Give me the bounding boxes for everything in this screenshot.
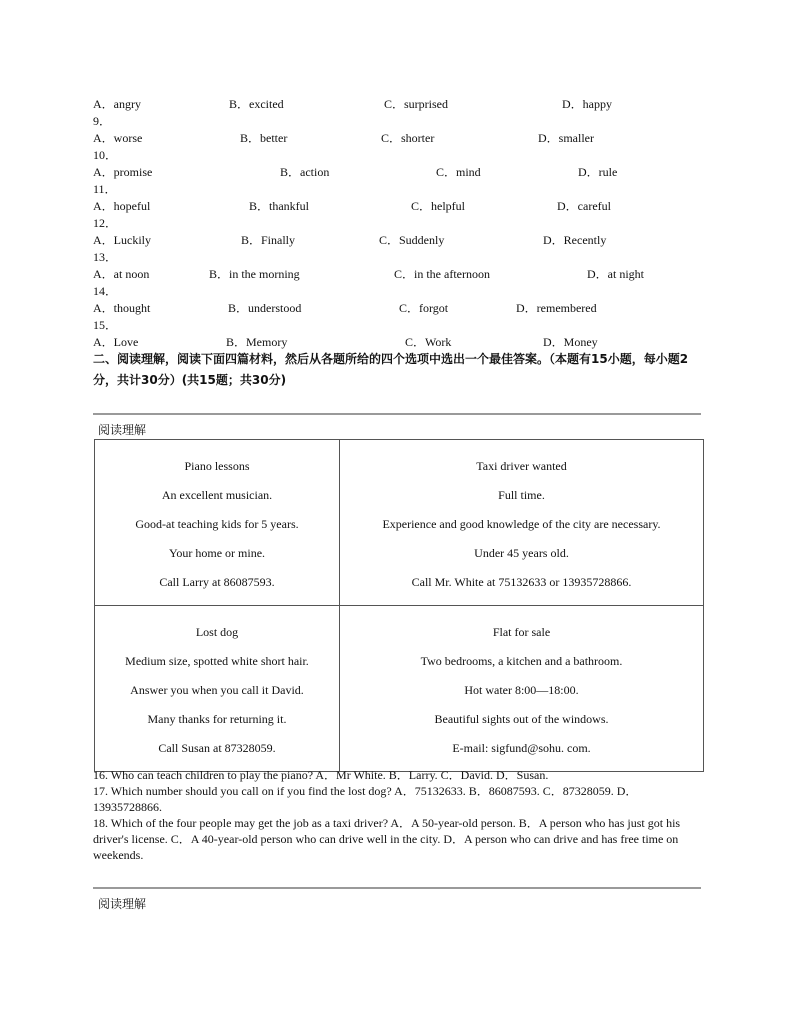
ad-line: Call Larry at 86087593. <box>159 575 275 589</box>
option-a: A．at noon <box>93 267 150 281</box>
ad-piano <box>95 440 340 606</box>
option-b: B．thankful <box>249 199 309 213</box>
ad-flat <box>340 606 704 772</box>
question-17: 17. Which number should you call on if you find the lost dog? A．75132633. B．86087593. C．87328059. D．13935728866. <box>93 784 638 814</box>
option-d: D．smaller <box>538 131 594 145</box>
option-a: A．Love <box>93 335 139 349</box>
ad-line: Full time. <box>498 488 545 502</box>
question-16: 16. Who can teach children to play the piano? A．Mr White. B．Larry. C．David. D．Susan. <box>93 768 549 782</box>
question-number: 12． <box>93 216 118 230</box>
option-c: C．shorter <box>381 131 435 145</box>
ad-title: Lost dog <box>195 625 239 639</box>
reading-label: 阅读理解 <box>98 423 147 437</box>
option-a: A．angry <box>93 97 141 111</box>
option-a: A．promise <box>93 165 153 179</box>
ad-line: Experience and good knowledge of the city are necessary. <box>382 517 661 531</box>
ad-line: Your home or mine. <box>168 546 266 560</box>
option-b: B．action <box>280 165 330 179</box>
ad-line: Hot water 8:00—18:00. <box>464 683 579 697</box>
option-d: D．at night <box>587 267 644 281</box>
ad-line: Answer you when you call it David. <box>130 683 304 697</box>
ad-line: Beautiful sights out of the windows. <box>434 712 609 726</box>
question-number: 14． <box>93 284 118 298</box>
option-c: C．Suddenly <box>379 233 445 247</box>
ad-line: Under 45 years old. <box>474 546 569 560</box>
option-a: A．thought <box>93 301 151 315</box>
ad-title: Piano lessons <box>184 459 250 473</box>
question-number: 13． <box>93 250 118 264</box>
question-number: 15． <box>93 318 118 332</box>
question-18: 18. Which of the four people may get the job as a taxi driver? A．A 50-year-old person. B．A person who has just got his driver's license. C．A 40-year-old person who can drive well in the city. D．A person who can drive and has free time on weekends. <box>93 816 681 862</box>
option-d: D．Recently <box>543 233 607 247</box>
option-b: B．in the morning <box>209 267 300 281</box>
ad-line: Medium size, spotted white short hair. <box>125 654 309 668</box>
option-c: C．mind <box>436 165 481 179</box>
option-b: B．Finally <box>241 233 296 247</box>
question-number: 9． <box>93 114 112 128</box>
option-d: D．careful <box>557 199 611 213</box>
divider <box>93 413 701 415</box>
option-a: A．Luckily <box>93 233 151 247</box>
option-b: B．excited <box>229 97 284 111</box>
reading-label: 阅读理解 <box>98 897 147 911</box>
ads-table <box>94 439 704 772</box>
divider <box>93 887 701 889</box>
ad-line: Call Susan at 87328059. <box>158 741 276 755</box>
option-a: A．worse <box>93 131 143 145</box>
ad-title: Taxi driver wanted <box>476 459 567 473</box>
option-c: C．forgot <box>399 301 449 315</box>
option-d: D．Money <box>543 335 598 349</box>
ad-line: Two bedrooms, a kitchen and a bathroom. <box>420 654 623 668</box>
option-b: B．understood <box>228 301 302 315</box>
option-c: C．in the afternoon <box>394 267 490 281</box>
ad-line: Many thanks for returning it. <box>147 712 287 726</box>
option-d: D．happy <box>562 97 612 111</box>
ad-taxi <box>340 440 704 606</box>
section-title: 二、阅读理解，阅读下面四篇材料，然后从各题所给的四个选项中选出一个最佳答案。（本题有15小题，每小题2分，共计30分）(共15题；共30分) <box>93 352 689 387</box>
ad-line: E-mail: sigfund@sohu. com. <box>452 741 591 755</box>
option-c: C．helpful <box>411 199 465 213</box>
ad-line: An excellent musician. <box>161 488 273 502</box>
ad-line: Call Mr. White at 75132633 or 13935728866. <box>411 575 632 589</box>
option-d: D．rule <box>578 165 618 179</box>
option-a: A．hopeful <box>93 199 151 213</box>
option-d: D．remembered <box>516 301 597 315</box>
question-number: 10． <box>93 148 118 162</box>
question-number: 11． <box>93 182 117 196</box>
option-c: C．surprised <box>384 97 448 111</box>
option-c: C．Work <box>405 335 452 349</box>
option-b: B．better <box>240 131 288 145</box>
ad-title: Flat for sale <box>492 625 551 639</box>
ad-lost-dog <box>95 606 340 772</box>
option-b: B．Memory <box>226 335 288 349</box>
ad-line: Good-at teaching kids for 5 years. <box>135 517 299 531</box>
